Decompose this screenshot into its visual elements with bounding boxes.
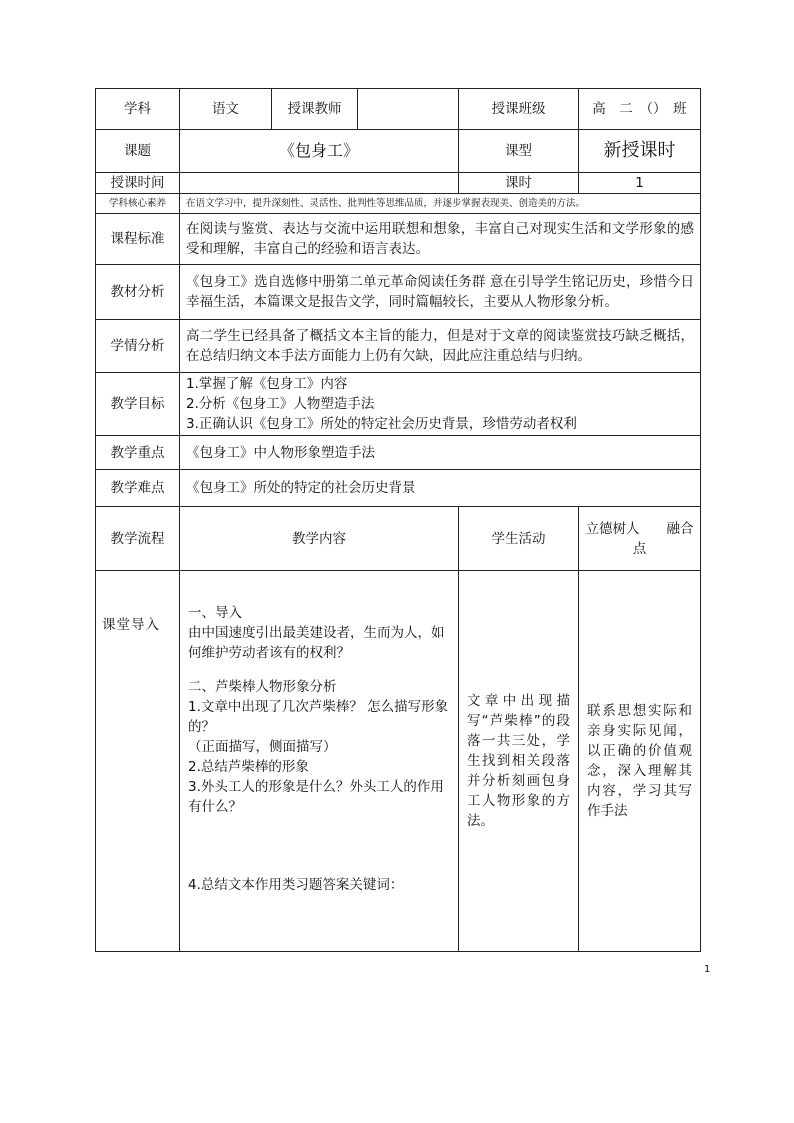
students-row (96, 320, 701, 373)
type-label: 课型 (459, 130, 579, 173)
teacher-value (358, 89, 459, 130)
difficulty-label: 教学难点 (96, 470, 180, 507)
material-text: 《包身工》选自选修中册第二单元革命阅读任务群 意在引导学生铭记历史，珍惜今日幸福生活，本篇课文是报告文学，同时篇幅较长，主要从人物形象分析。 (180, 265, 701, 320)
type-value: 新授课时 (579, 130, 701, 173)
goal-item: 3.正确认识《包身工》所处的特定社会历史背景，珍惜劳动者权利 (186, 416, 577, 432)
time-row (96, 173, 701, 194)
class-value: 高 二 （） 班 (579, 89, 701, 130)
question-2: 2.总结芦柴棒的形象 (188, 759, 309, 775)
standard-text: 在阅读与鉴赏、表达与交流中运用联想和想象，丰富自己对现实生活和文学形象的感受和理解，丰富自己的经验和语言表达。 (180, 214, 701, 265)
teacher-label: 授课教师 (272, 89, 358, 130)
literacy-row (96, 194, 701, 214)
standard-label: 课程标准 (96, 214, 180, 265)
key-point-text: 《包身工》中人物形象塑造手法 (180, 436, 701, 470)
page-number: 1 (704, 964, 711, 975)
time-label: 授课时间 (96, 173, 180, 194)
flow-row (96, 571, 701, 952)
material-row (96, 265, 701, 320)
morality-header: 立德树人 融合点 (579, 507, 701, 571)
header-row (96, 89, 701, 130)
goal-item: 1.掌握了解《包身工》内容 (186, 376, 348, 392)
stage-label: 课堂导入 (96, 571, 180, 952)
subject-label: 学科 (96, 89, 180, 130)
difficulty-text: 《包身工》所处的特定的社会历史背景 (180, 470, 701, 507)
goals-list (180, 373, 701, 436)
question-1: 1.文章中出现了几次芦柴棒？ 怎么描写形象的？ (188, 699, 449, 735)
activity-cell: 文章中出现描写“芦柴棒”的段落一共三处，学生找到相关段落并分析刻画包身工人物形象的方法。 (459, 571, 579, 952)
students-label: 学情分析 (96, 320, 180, 373)
content-cell (180, 571, 459, 952)
topic-row (96, 130, 701, 173)
literacy-text: 在语文学习中，提升深刻性、灵活性、批判性等思维品质，并逐步掌握表现美、创造美的方法。 (180, 194, 701, 214)
subject-value: 语文 (180, 89, 272, 130)
students-text: 高二学生已经具备了概括文本主旨的能力，但是对于文章的阅读鉴赏技巧缺乏概括，在总结归纳文本手法方面能力上仍有欠缺，因此应注重总结与归纳。 (180, 320, 701, 373)
topic-value: 《包身工》 (180, 130, 459, 173)
hours-value: 1 (579, 173, 701, 194)
literacy-label: 学科核心素养 (96, 194, 180, 214)
flow-header-row (96, 507, 701, 571)
goals-row (96, 373, 701, 436)
section2-title: 二、芦柴棒人物形象分析 (188, 679, 337, 695)
question-1-note: （正面描写，侧面描写） (188, 739, 337, 755)
class-label: 授课班级 (459, 89, 579, 130)
goal-item: 2.分析《包身工》人物塑造手法 (186, 396, 375, 412)
lesson-plan-table (95, 88, 701, 952)
section1-title: 一、导入 (188, 605, 242, 621)
morality-cell: 联系思想实际和亲身实际见闻，以正确的价值观念，深入理解其内容，学习其写作手法 (579, 571, 701, 952)
standard-row (96, 214, 701, 265)
content-header: 教学内容 (180, 507, 459, 571)
section1-text: 由中国速度引出最美建设者，生而为人，如何维护劳动者该有的权利？ (188, 625, 445, 661)
question-4: 4.总结文本作用类习题答案关键词： (188, 877, 404, 893)
flow-header: 教学流程 (96, 507, 180, 571)
hours-label: 课时 (459, 173, 579, 194)
material-label: 教材分析 (96, 265, 180, 320)
time-value (180, 173, 459, 194)
question-3: 3.外头工人的形象是什么？外头工人的作用有什么？ (188, 779, 444, 815)
topic-label: 课题 (96, 130, 180, 173)
goals-label: 教学目标 (96, 373, 180, 436)
key-point-label: 教学重点 (96, 436, 180, 470)
key-point-row (96, 436, 701, 470)
difficulty-row (96, 470, 701, 507)
activity-header: 学生活动 (459, 507, 579, 571)
